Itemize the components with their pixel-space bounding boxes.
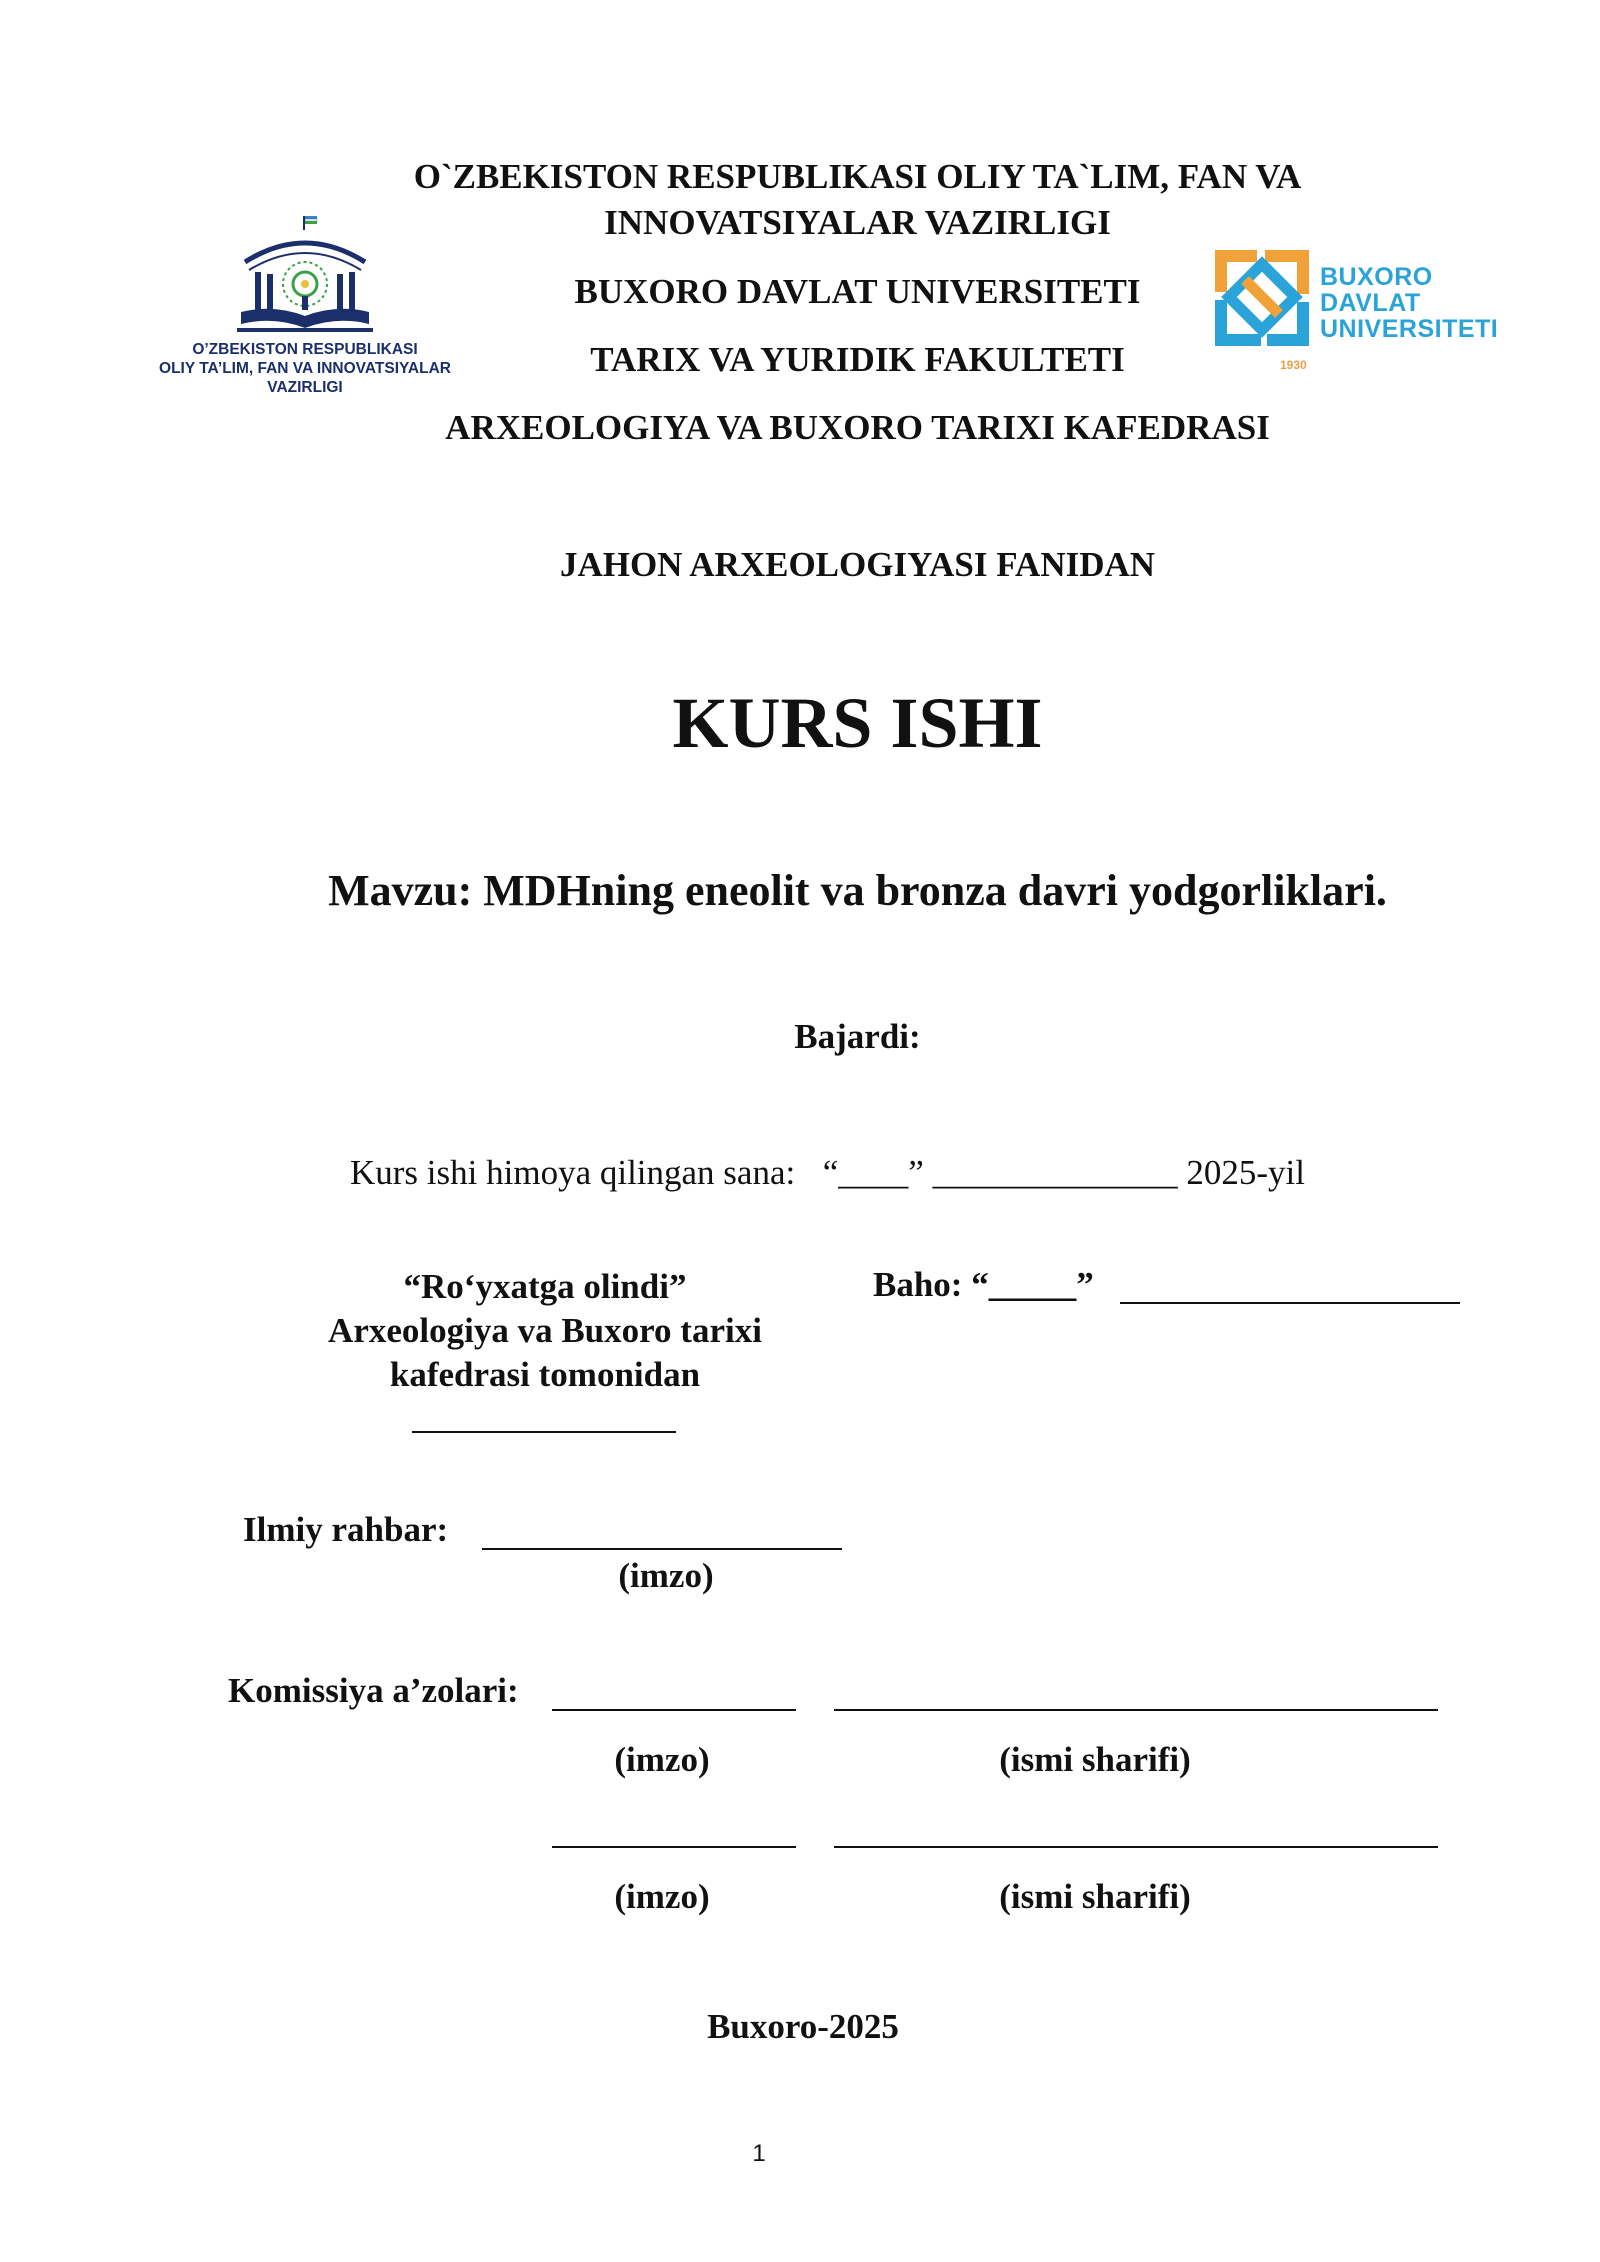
defense-date-line [350,1153,1305,1193]
performed-by-label: Bajardi: [794,1017,921,1056]
grade-text-line [1120,1302,1460,1304]
registration-block [280,1265,810,1397]
registration-line1: “Ro‘yxatga olindi” [403,1267,687,1306]
ministry-logo-caption-line1: O’ZBEKISTON RESPUBLIKASI [192,341,418,358]
commission-signature-caption-2: (imzo) [614,1877,710,1916]
topic-line: Mavzu: MDHning eneolit va bronza davri yodgorliklari. [328,866,1387,915]
registration-line2: Arxeologiya va Buxoro tarixi [328,1311,762,1350]
defense-date-month: ______________ [932,1153,1178,1192]
document-type-title: KURS ISHI [672,683,1043,763]
commission-name-line-2 [834,1846,1438,1848]
supervisor-signature-caption: (imzo) [618,1556,714,1595]
department-name: ARXEOLOGIYA VA BUXORO TARIXI KAFEDRASI [445,408,1270,447]
commission-name-caption-2: (ismi sharifi) [999,1877,1191,1916]
defense-date-label: Kurs ishi himoya qilingan sana: [350,1153,796,1192]
faculty-name: TARIX VA YURIDIK FAKULTETI [590,340,1125,379]
university-logo-word2: DAVLAT [1320,289,1421,317]
page-number: 1 [752,2140,766,2167]
commission-signature-line-2 [552,1846,796,1848]
university-logo-year: 1930 [1280,358,1307,372]
university-logo-icon [1205,240,1320,358]
university-logo-word3: UNIVERSITETI [1320,315,1499,343]
commission-name-line-1 [834,1709,1438,1711]
ministry-logo-caption-line3: VAZIRLIGI [267,379,343,396]
grade-label: Baho: [873,1265,963,1304]
city-year: Buxoro-2025 [707,2007,899,2046]
defense-date-year: 2025-yil [1186,1153,1305,1192]
university-name: BUXORO DAVLAT UNIVERSITETI [574,272,1141,311]
ministry-title-line1: O`ZBEKISTON RESPUBLIKASI OLIY TA`LIM, FAN VA [413,157,1302,196]
university-logo [1205,240,1525,375]
ministry-logo [145,212,465,402]
ministry-emblem-icon [145,212,465,340]
commission-signature-line-1 [552,1709,796,1711]
defense-date-day: “____” [822,1153,924,1192]
commission-label: Komissiya a’zolari: [228,1671,519,1710]
university-logo-word1: BUXORO [1320,263,1433,291]
grade-line [873,1265,1094,1305]
supervisor-signature-line [482,1548,842,1550]
commission-name-caption-1: (ismi sharifi) [999,1740,1191,1779]
registration-signature-line [412,1431,676,1433]
commission-signature-caption-1: (imzo) [614,1740,710,1779]
registration-line3: kafedrasi tomonidan [389,1355,701,1394]
supervisor-label: Ilmiy rahbar: [243,1510,449,1549]
ministry-title-line2: INNOVATSIYALAR VAZIRLIGI [604,203,1111,242]
subject-title: JAHON ARXEOLOGIYASI FANIDAN [559,545,1156,584]
grade-value: “_____” [971,1265,1094,1304]
ministry-logo-caption-line2: OLIY TA’LIM, FAN VA INNOVATSIYALAR [159,360,451,377]
